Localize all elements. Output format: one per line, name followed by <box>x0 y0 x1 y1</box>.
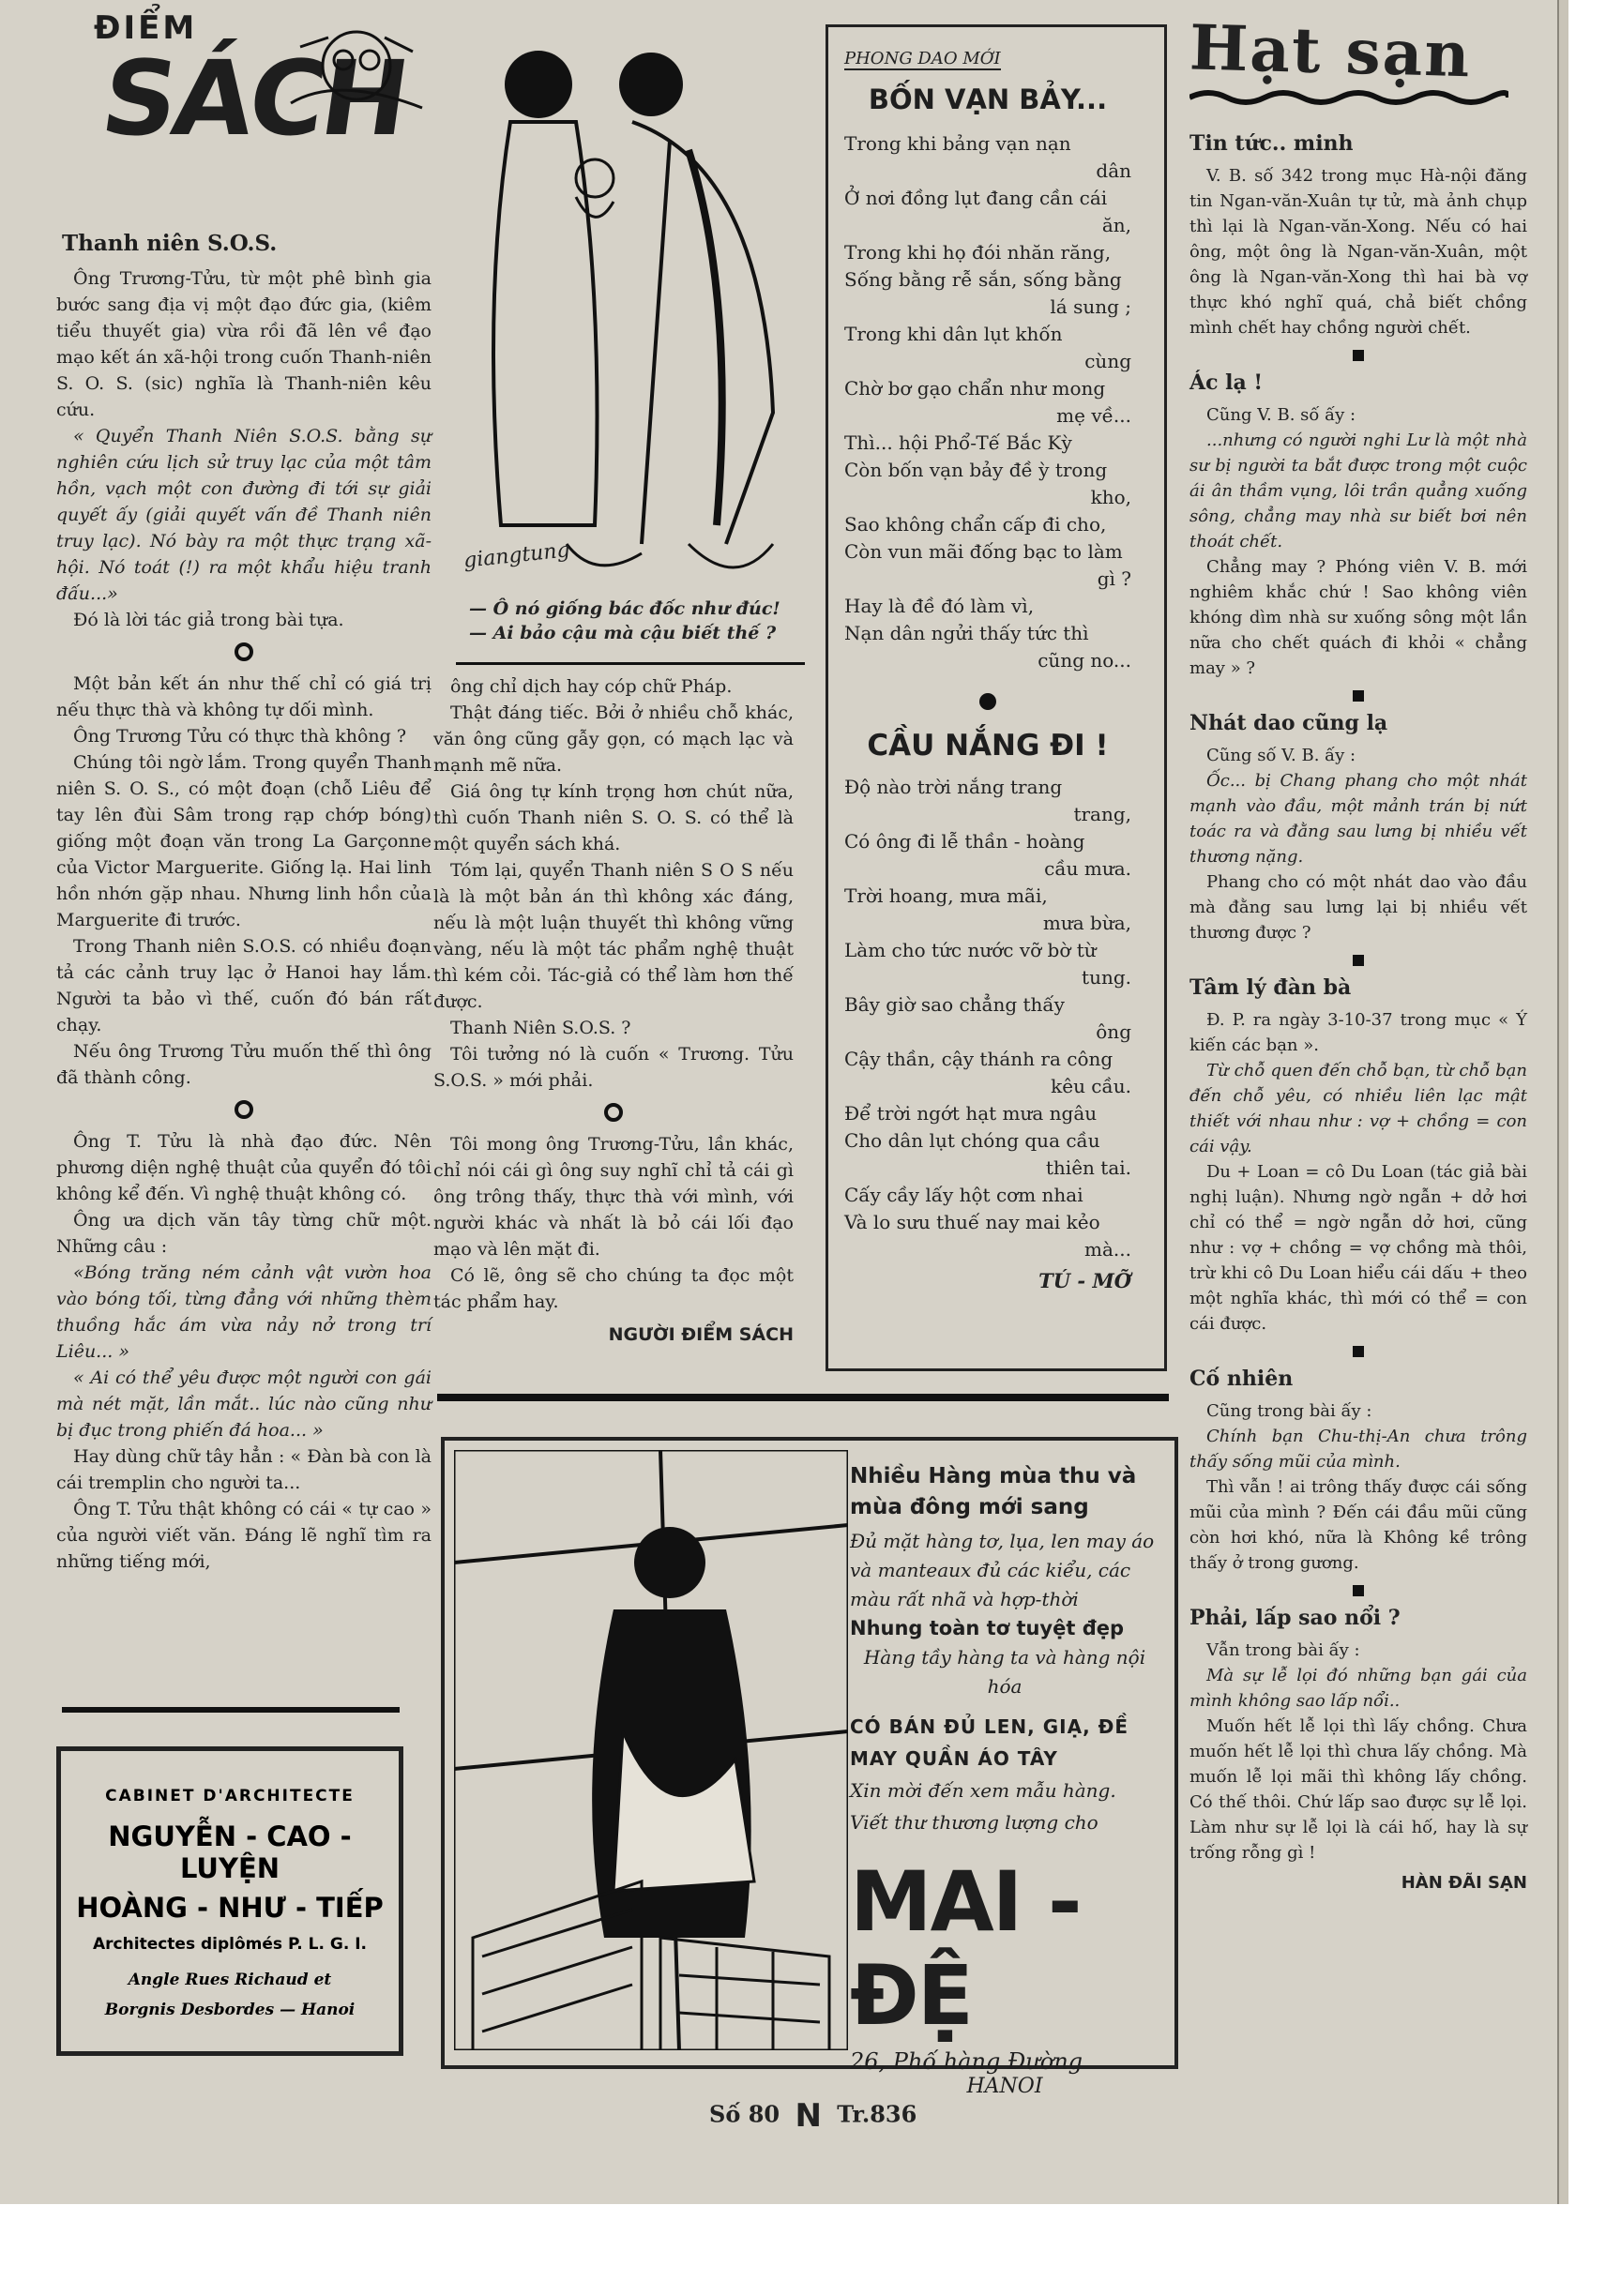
ad-line: HOÀNG - NHƯ - TIẾP <box>76 1892 384 1924</box>
poem-line-continuation: lá sung ; <box>1050 295 1131 318</box>
paragraph: « Quyển Thanh Niên S.O.S. bằng sự nghiên cứu lịch sử truy lạc của một tâm hồn, vạch một con đường đi tới sự giải quyết ấy (giải quyết vấn đề Thanh niên truy lạc). Nó bày ra một thực trạng xã-hội. Nó toát (!) ra một khẩu hiệu tranh đấu...» <box>56 426 432 604</box>
poem-line: Ở nơi đồng lụt đang cần cái <box>844 187 1108 209</box>
paragraph: Ốc... bị Chang phang cho một nhát mạnh vào đầu, một mảnh trán bị nứt toác ra và đằng sau lưng bị nhiều vết thương nặng. <box>1189 771 1527 867</box>
paragraph: Hay dùng chữ tây hẳn : « Đàn bà con là cái tremplin cho người ta... <box>56 1446 432 1493</box>
separator-square <box>1353 690 1364 702</box>
ad-brand: MAI - ĐỆ <box>850 1853 1081 2044</box>
poem-line: Để trời ngớt hạt mưa ngâu <box>844 1102 1098 1125</box>
separator-ornament <box>235 642 253 661</box>
poem-body <box>844 774 1131 1263</box>
paragraph: Giá ông tự kính trọng hơn chút nữa, thì cuốn Thanh niên S. O. S. có thể là một quyển sách khá. <box>433 781 794 854</box>
paragraph: Đó là lời tác giả trong bài tựa. <box>73 610 344 630</box>
paragraph: Chúng tôi ngờ lắm. Trong quyển Thanh niên S. O. S., có một đoạn (chỗ Liêu để tay lên đùi Sâm trong rạp chớp bóng) giống một đoạn văn trong La Garçonne của Victor Marguerite. Giống lạ. Hai linh hồn nhớn gặp nhau. Nhưng linh hồn của Marguerite đi trước. <box>56 752 432 930</box>
paragraph: Tôi tưởng nó là cuốn « Trương. Tửu S.O.S. » mới phải. <box>433 1044 794 1091</box>
masthead-logo: N <box>795 2097 822 2135</box>
cartoon-figures-icon <box>454 19 810 591</box>
poem-line-continuation: kêu cầu. <box>1051 1075 1131 1097</box>
paragraph: Trong Thanh niên S.O.S. có nhiều đoạn tả các cảnh truy lạc ở Hanoi hay lắm. Người ta bảo vì thế, cuốn đó bán rất chạy. <box>56 936 432 1035</box>
diem-sach-header <box>94 9 432 206</box>
poem-line-continuation: cũng no... <box>1038 649 1131 672</box>
separator-ornament <box>235 1100 253 1119</box>
poem-line: Sao không chẩn cấp đi cho, <box>844 513 1107 536</box>
ad-text <box>850 1461 1159 2098</box>
poem-kicker: PHONG DAO MỚI <box>844 49 1001 68</box>
paragraph: Cũng số V. B. ấy : <box>1206 746 1356 765</box>
poem-line: Sống bằng rễ sắn, sống bằng <box>844 268 1122 291</box>
poem-line-continuation: cầu mưa. <box>1044 857 1131 880</box>
paragraph: Muốn hết lễ lọi thì lấy chồng. Chưa muốn hết lễ lọi thì chưa lấy chồng. Mà muốn lễ lọi mãi thì không lấy chồng. Có thế thôi. Chứ lấp sao được sự lễ lọi. Làm như sự lễ lọi là cái hố, hay là sự trống rỗng gì ! <box>1189 1716 1527 1863</box>
item-heading: Phải, lấp sao nổi ? <box>1189 1606 1401 1630</box>
ad-line: NGUYỄN - CAO - LUYỆN <box>108 1820 352 1884</box>
poem-column <box>844 49 1131 1292</box>
poem-line: Thì... hội Phổ-Tế Bắc Kỳ <box>844 431 1072 454</box>
owl-illustration-icon <box>281 19 432 122</box>
ad-line: CABINET D'ARCHITECTE <box>105 1787 355 1805</box>
paragraph: «Bóng trăng ném cảnh vật vườn hoa vào bóng tối, từng đẳng với những thèm thuồng hắc ám vừa nảy nở trong trí Liêu... » <box>56 1262 432 1362</box>
paragraph: Mà sự lễ lọi đó những bạn gái của mình không sao lấp nổi.. <box>1189 1666 1527 1711</box>
paragraph: « Ai có thể yêu được một người con gái mà nét mặt, lần mắt.. lúc nào cũng như bị đục trong phiến đá hoa... » <box>56 1367 432 1441</box>
section-kicker: ĐIỂM <box>94 9 198 47</box>
separator-dot <box>979 693 996 710</box>
cartoon-caption <box>469 597 807 645</box>
ad-line: Borgnis Desbordes — Hanoi <box>104 2001 356 2019</box>
poem-line-continuation: ông <box>1096 1020 1131 1043</box>
byline: HÀN ĐÃI SẠN <box>1401 1873 1527 1893</box>
poem-line-continuation: dân <box>1096 159 1131 182</box>
divider-rule <box>62 1707 400 1713</box>
separator-square <box>1353 350 1364 361</box>
paragraph: Ông ưa dịch văn tây từng chữ một. Những câu : <box>56 1210 432 1257</box>
poem-line-continuation: mẹ về... <box>1056 404 1131 427</box>
section-title: SÁCH <box>95 38 414 159</box>
item-heading: Ác lạ ! <box>1189 370 1264 395</box>
paragraph: Tóm lại, quyển Thanh niên S O S nếu là là một bản án thì không xác đáng, nếu là một luận thuyết thì không vững vàng, nếu là một tác phẩm nghệ thuật thì kém cỏi. Tác-giả có thể làm hơn thế được. <box>433 860 794 1012</box>
paragraph: Có lẽ, ông sẽ cho chúng ta đọc một tác phẩm hay. <box>433 1265 794 1312</box>
poem-line-continuation: kho, <box>1090 486 1131 508</box>
poem-line-continuation: mưa bừa, <box>1042 912 1131 934</box>
page-number: Tr.836 <box>837 2100 917 2128</box>
hat-san-column <box>1189 128 1527 2041</box>
paragraph: ...nhưng có người nghi Lư là một nhà sư bị người ta bắt được trong một cuộc ái ân thầm vụng, lôi trần quẳng xuống sông, chẳng may nhà sư biết bơi nên thoát chết. <box>1189 430 1527 551</box>
caption-line: — Ô nó giống bác đốc như đúc! <box>469 598 780 619</box>
paragraph: Cũng V. B. số ấy : <box>1206 405 1356 425</box>
item-heading: Nhát dao cũng lạ <box>1189 711 1388 735</box>
paragraph: V. B. số 342 trong mục Hà-nội đăng tin Ngan-văn-Xuân tự tử, mà ảnh chụp thì lại là Ngan-văn-Xong. Nếu có hai ông, một ông là Ngan-văn-Xuân, một ông là Ngan-văn-Xong thì hai bà vợ thực khó nghĩ quá, chả biết chồng mình chết hay chồng người chết. <box>1189 166 1527 338</box>
paragraph: Ông Trương Tửu có thực thà không ? <box>73 726 407 747</box>
poem-line-continuation: trang, <box>1073 803 1131 825</box>
ad-text-line: Hàng tầy hàng ta và hàng nội hóa <box>863 1646 1146 1698</box>
paragraph: Du + Loan = cô Du Loan (tác giả bài nghị luận). Nhưng ngờ ngẫn + dở hơi chỉ có thể = ngờ ngẫn dở hơi, cũng như : vợ + chồng = vợ chồng mà thôi, trừ khi cô Du Loan hiểu cái dấu + theo một nghĩa khác, thì mới có thể = con cái được. <box>1189 1162 1527 1334</box>
page-footer <box>709 2097 953 2135</box>
item-heading: Tin tức.. minh <box>1189 131 1354 156</box>
poem-line: Và lo sưu thuế nay mai kẻo <box>844 1211 1100 1233</box>
ad-text-line: Đủ mặt hàng tơ, lụa, len may áo và manteaux đủ các kiểu, các màu rất nhã và hợp-thời <box>850 1530 1155 1610</box>
section-title: Hạt sạn <box>1189 10 1473 92</box>
paragraph: Thanh Niên S.O.S. ? <box>450 1018 631 1038</box>
paragraph: Ông T. Tửu là nhà đạo đức. Nên phương diện nghệ thuật của quyển đó tôi không kể đến. Vì nghệ thuật không có. <box>56 1131 432 1204</box>
paragraph: Tôi mong ông Trương-Tửu, lần khác, chỉ nói cái gì ông suy nghĩ chỉ tả cái gì ông trông thấy, thực thà với mình, với người khác và nhất là bỏ cái lối đạo mạo và lên mặt đi. <box>433 1134 794 1260</box>
article-title: Thanh niên S.O.S. <box>62 231 278 256</box>
next-page-edge <box>1557 0 1568 2204</box>
poem-title: BỐN VẠN BẢY... <box>868 83 1108 115</box>
paragraph: Ông T. Tửu thật không có cái « tự cao » của người viết văn. Đáng lẽ nghĩ tìm ra những tiếng mới, <box>56 1499 432 1572</box>
poem-line-continuation: gì ? <box>1097 567 1131 590</box>
ad-heading: CÓ BÁN ĐỦ LEN, GIẠ, ĐỀ MAY QUẦN ÁO TÂY <box>850 1715 1129 1770</box>
separator-square <box>1353 955 1364 966</box>
byline: NGƯỜI ĐIỂM SÁCH <box>608 1324 794 1345</box>
poem-line: Bây giờ sao chẳng thấy <box>844 993 1065 1016</box>
paragraph: Chính bạn Chu-thị-An chưa trông thấy sống mũi của mình. <box>1189 1427 1527 1472</box>
issue-number: Số 80 <box>709 2100 780 2128</box>
item-heading: Tâm lý đàn bà <box>1189 975 1352 1000</box>
poem-line-continuation: ăn, <box>1101 214 1131 236</box>
poem-line: Còn vun mãi đống bạc to làm <box>844 540 1123 563</box>
paragraph: ông chỉ dịch hay cóp chữ Pháp. <box>450 676 733 697</box>
poem-line: Làm cho tức nước vỡ bờ từ <box>844 939 1097 961</box>
poem-line: Trong khi họ đói nhăn răng, <box>844 241 1112 264</box>
paragraph: Đ. P. ra ngày 3-10-37 trong mục « Ý kiến các bạn ». <box>1189 1010 1527 1055</box>
paragraph: Phang cho có một nhát dao vào đầu mà đằng sau lưng lại bị nhiều vết thương được ? <box>1189 872 1527 943</box>
separator-square <box>1353 1585 1364 1596</box>
shop-woman-illustration-icon <box>454 1450 848 2050</box>
paragraph: Chẳng may ? Phóng viên V. B. mới nghiêm khắc chứ ! Sao không viên khóng dìm nhà sư xuống sông một lần nữa cho chết quách đi khỏi « chẳng may » ? <box>1189 557 1527 678</box>
poem-body <box>844 130 1131 674</box>
ad-line: Angle Rues Richaud et <box>128 1971 332 1989</box>
poem-title: CẦU NẮNG ĐI ! <box>867 729 1109 763</box>
col1-article <box>56 231 432 1675</box>
poem-line: Nạn dân ngửi thấy tức thì <box>844 622 1089 644</box>
paragraph: Từ chỗ quen đến chỗ bạn, từ chỗ bạn đến chỗ yêu, có nhiều liên lạc mật thiết với nhau như : vợ + chồng = con cái vậy. <box>1189 1061 1527 1156</box>
paragraph: Nếu ông Trương Tửu muốn thế thì ông đã thành công. <box>56 1041 432 1088</box>
divider-rule <box>456 662 805 665</box>
poem-line-continuation: mà... <box>1084 1238 1131 1261</box>
poem-line: Hay là đề đó làm vì, <box>844 595 1035 617</box>
poem-line: Độ nào trời nắng trang <box>844 776 1063 798</box>
poem-line: Cho dân lụt chóng qua cầu <box>844 1129 1100 1152</box>
poem-line: Trong khi dân lụt khốn <box>844 323 1063 345</box>
cartoon-illustration <box>454 19 810 619</box>
separator-square <box>1353 1346 1364 1357</box>
poem-line-continuation: tung. <box>1082 966 1131 989</box>
paragraph: Ông Trương-Tửu, từ một phê bình gia bước sang địa vị một đạo đức gia, (kiêm tiểu thuyết gia) vừa rồi đã lên về đạo mạo kết án xã-hội trong cuốn Thanh-niên S. O. S. (sic) nghĩa là Thanh-niên kêu cứu. <box>56 268 432 420</box>
poem-line: Trong khi bảng vạn nạn <box>844 132 1071 155</box>
caption-line: — Ai bảo cậu mà cậu biết thế ? <box>469 623 777 643</box>
poem-line-continuation: cùng <box>1084 350 1131 372</box>
poem-author: TÚ - MỠ <box>1038 1269 1131 1292</box>
artist-signature: giangtung <box>462 538 571 573</box>
paragraph: Vẫn trong bài ấy : <box>1206 1640 1360 1660</box>
ad-city: HANOI <box>966 2075 1043 2098</box>
poem-line: Trời hoang, mưa mãi, <box>844 884 1048 907</box>
poem-line: Cậy thần, cậy thánh ra công <box>844 1048 1113 1070</box>
ad-text-line: Xin mời đến xem mẫu hàng. Viết thư thương lượng cho <box>850 1779 1116 1834</box>
paragraph: Một bản kết án như thế chỉ có giá trị nếu thực thà và không tự dối mình. <box>56 673 432 720</box>
separator-ornament <box>604 1103 623 1122</box>
architect-ad <box>56 1746 403 2056</box>
paragraph: Thì vẫn ! ai trông thấy được cái sống mũi của mình ? Đến cái đầu mũi cũng còn hơi khó, nữa là Không kề trông thấy ở trong gương. <box>1189 1477 1527 1573</box>
paragraph: Thật đáng tiếc. Bởi ở nhiều chỗ khác, văn ông cũng gẫy gọn, có mạch lạc và mạnh mẽ nữa. <box>433 702 794 776</box>
item-heading: Cố nhiên <box>1189 1367 1294 1391</box>
ad-address: 26, Phố hàng Đường <box>850 2048 1083 2075</box>
ad-heading: Nhung toàn tơ tuyệt đẹp <box>850 1617 1125 1639</box>
poem-line: Cấy cầy lấy hột cơm nhai <box>844 1184 1083 1206</box>
col2-article <box>433 673 794 1367</box>
paragraph: Cũng trong bài ấy : <box>1206 1401 1372 1421</box>
poem-line: Chờ bơ gạo chẩn như mong <box>844 377 1106 400</box>
ad-line: Architectes diplômés P. L. G. I. <box>93 1935 367 1954</box>
divider-rule <box>437 1394 1169 1401</box>
poem-line: Có ông đi lễ thần - hoàng <box>844 830 1085 853</box>
hat-san-header <box>1189 10 1518 111</box>
ad-heading: Nhiều Hàng mùa thu và mùa đông mới sang <box>850 1464 1137 1519</box>
poem-line: Còn bốn vạn bảy đề ỳ trong <box>844 459 1108 481</box>
poem-line-continuation: thiên tai. <box>1045 1156 1131 1179</box>
mai-de-ad <box>441 1437 1178 2098</box>
